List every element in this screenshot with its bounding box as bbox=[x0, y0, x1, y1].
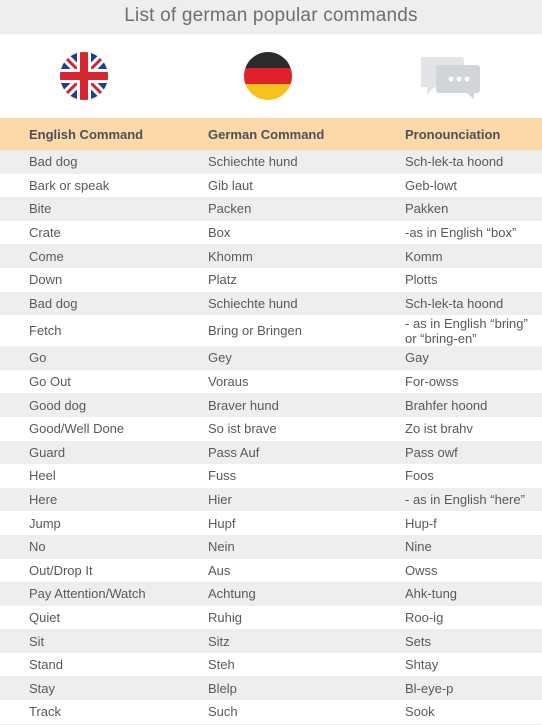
pronounciation-cell: Sch-lek-ta hoond bbox=[405, 295, 504, 311]
english-command-cell: Here bbox=[29, 492, 58, 508]
english-command-cell: Go Out bbox=[29, 374, 71, 390]
pronounciation-cell: Geb-lowt bbox=[405, 177, 458, 193]
pronounciation-cell: Pass owf bbox=[405, 444, 458, 460]
english-command-cell: Stand bbox=[29, 657, 63, 673]
german-command-cell: Packen bbox=[208, 201, 252, 217]
header-english: English Command bbox=[29, 126, 144, 142]
pronounciation-cell: Zo ist brahv bbox=[405, 421, 473, 437]
pronounciation-line: or “bring-en” bbox=[405, 330, 477, 346]
english-command-cell: Bad dog bbox=[29, 295, 78, 311]
english-command-cell: Go bbox=[29, 350, 47, 366]
german-command-cell: Fuss bbox=[208, 468, 237, 484]
page-title: List of german popular commands bbox=[0, 0, 542, 34]
table-row bbox=[0, 582, 542, 606]
header-pronounciation: Pronounciation bbox=[405, 126, 501, 142]
table-row bbox=[0, 535, 542, 559]
pronounciation-cell: Komm bbox=[405, 248, 443, 264]
table-row bbox=[0, 700, 542, 724]
english-command-cell: Sit bbox=[29, 633, 45, 649]
german-command-cell: Achtung bbox=[208, 586, 256, 602]
table-row bbox=[0, 629, 542, 653]
english-command-cell: Fetch bbox=[29, 323, 62, 339]
table-row bbox=[0, 606, 542, 630]
english-command-cell: Stay bbox=[29, 680, 56, 696]
english-command-cell: Come bbox=[29, 248, 64, 264]
english-command-cell: Down bbox=[29, 272, 63, 288]
germany-flag-icon bbox=[243, 51, 293, 101]
table-row bbox=[0, 268, 542, 292]
german-command-cell: Hier bbox=[208, 492, 232, 508]
english-command-cell: Out/Drop It bbox=[29, 562, 93, 578]
english-command-cell: Bad dog bbox=[29, 154, 78, 170]
german-command-cell: Blelp bbox=[208, 680, 237, 696]
german-command-cell: Nein bbox=[208, 539, 235, 555]
table-row bbox=[0, 370, 542, 394]
speech-bubbles-icon bbox=[421, 53, 483, 99]
german-command-cell: Voraus bbox=[208, 374, 249, 390]
uk-flag-icon bbox=[59, 51, 109, 101]
table-row bbox=[0, 441, 542, 465]
table-row bbox=[0, 346, 542, 370]
pronounciation-cell: Ahk-tung bbox=[405, 586, 458, 602]
german-command-cell: So ist brave bbox=[208, 421, 277, 437]
pronounciation-line: - as in English “bring” bbox=[405, 315, 528, 331]
english-command-cell: Track bbox=[29, 704, 62, 720]
english-command-cell: Crate bbox=[29, 225, 61, 241]
german-command-cell: Aus bbox=[208, 562, 231, 578]
pronounciation-cell: Shtay bbox=[405, 657, 439, 673]
german-command-cell: Schiechte hund bbox=[208, 295, 298, 311]
english-command-cell: Pay Attention/Watch bbox=[29, 586, 146, 602]
german-command-cell: Schiechte hund bbox=[208, 154, 298, 170]
pronounciation-cell: Gay bbox=[405, 350, 429, 366]
german-command-cell: Such bbox=[208, 704, 238, 720]
german-command-cell: Box bbox=[208, 225, 231, 241]
table-row bbox=[0, 653, 542, 677]
pronounciation-cell: Plotts bbox=[405, 272, 438, 288]
pronounciation-cell: -as in English “box” bbox=[405, 225, 517, 241]
icon-strip bbox=[0, 34, 542, 118]
header-german: German Command bbox=[208, 126, 325, 142]
pronounciation-cell bbox=[405, 316, 542, 346]
english-command-cell: Good/Well Done bbox=[29, 421, 125, 437]
table-row bbox=[0, 676, 542, 700]
english-command-cell: Guard bbox=[29, 444, 66, 460]
pronounciation-cell: For-owss bbox=[405, 374, 459, 390]
table-row bbox=[0, 393, 542, 417]
english-command-cell: No bbox=[29, 539, 46, 555]
table-row bbox=[0, 417, 542, 441]
german-command-cell: Gey bbox=[208, 350, 232, 366]
pronounciation-cell: Owss bbox=[405, 562, 438, 578]
pronounciation-cell: Brahfer hoond bbox=[405, 397, 488, 413]
table-row bbox=[0, 244, 542, 268]
english-command-cell: Jump bbox=[29, 515, 61, 531]
pronounciation-cell: Roo-ig bbox=[405, 609, 444, 625]
table-header bbox=[0, 118, 542, 150]
german-command-cell: Gib laut bbox=[208, 177, 253, 193]
table-row bbox=[0, 292, 542, 316]
table-body bbox=[0, 150, 542, 724]
table-row bbox=[0, 150, 542, 174]
pronounciation-cell: Hup-f bbox=[405, 515, 437, 531]
pronounciation-cell: Pakken bbox=[405, 201, 449, 217]
german-command-cell: Platz bbox=[208, 272, 237, 288]
pronounciation-cell: Sook bbox=[405, 704, 435, 720]
table-row bbox=[0, 511, 542, 535]
german-command-cell: Bring or Bringen bbox=[208, 323, 302, 339]
german-command-cell: Khomm bbox=[208, 248, 253, 264]
pronounciation-cell: Nine bbox=[405, 539, 432, 555]
pronounciation-cell: Bl-eye-p bbox=[405, 680, 454, 696]
german-command-cell: Pass Auf bbox=[208, 444, 260, 460]
pronounciation-cell: - as in English “here” bbox=[405, 492, 525, 508]
german-command-cell: Sitz bbox=[208, 633, 230, 649]
english-command-cell: Bark or speak bbox=[29, 177, 110, 193]
english-command-cell: Heel bbox=[29, 468, 56, 484]
table-row bbox=[0, 315, 542, 346]
table-row bbox=[0, 174, 542, 198]
table-row bbox=[0, 464, 542, 488]
german-command-cell: Hupf bbox=[208, 515, 236, 531]
table-row bbox=[0, 221, 542, 245]
english-command-cell: Bite bbox=[29, 201, 52, 217]
table-row bbox=[0, 197, 542, 221]
table-row bbox=[0, 559, 542, 583]
english-command-cell: Good dog bbox=[29, 397, 87, 413]
english-command-cell: Quiet bbox=[29, 609, 61, 625]
german-command-cell: Ruhig bbox=[208, 609, 242, 625]
pronounciation-cell: Foos bbox=[405, 468, 434, 484]
pronounciation-cell: Sets bbox=[405, 633, 432, 649]
pronounciation-cell: Sch-lek-ta hoond bbox=[405, 154, 504, 170]
german-command-cell: Steh bbox=[208, 657, 235, 673]
german-command-cell: Braver hund bbox=[208, 397, 279, 413]
table-row bbox=[0, 488, 542, 512]
